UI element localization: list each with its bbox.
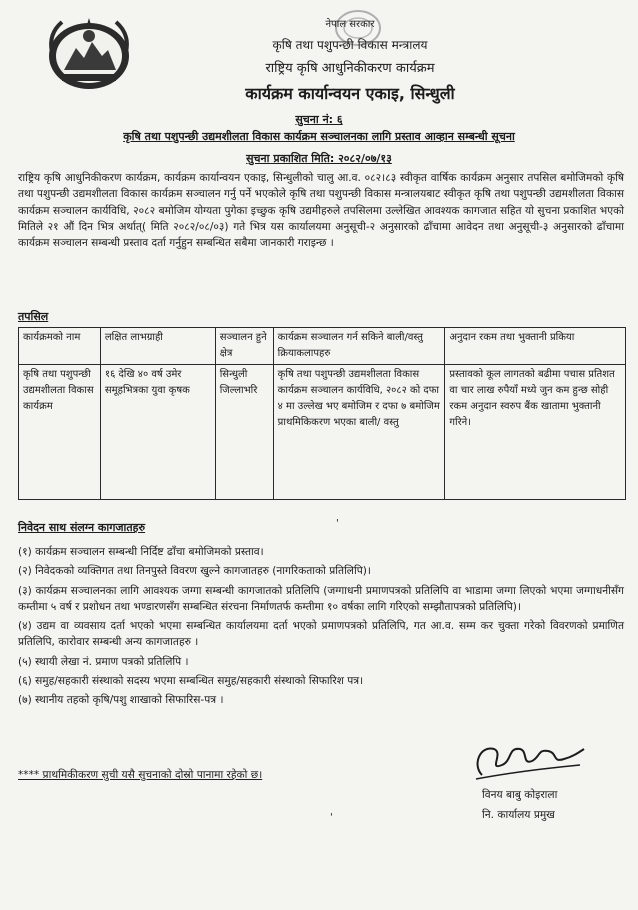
- list-item: (७) स्थानीय तहको कृषि/पशु शाखाको सिफारिस-पत्र ।: [18, 694, 224, 707]
- list-item: (२) निवेदकको व्यक्तिगत तथा तिनपुस्ते विवरण खुल्ने कागजातहरु (नागरिकताको प्रतिलिपि)।: [18, 565, 371, 578]
- signatory-name: विनय बाबु कोइराला: [482, 789, 558, 801]
- table-title: तपसिल: [18, 310, 49, 323]
- table-cell: कृषि तथा पशुपन्छी उद्यमशीलता विकास कार्यक्रम सञ्चालन कार्यविधि, २०८२ को दफा ४ मा उल्लेख भए बमोजिम र दफा ७ बमोजिम प्राथमिकिकरण भएका बाली/ वस्तु: [273, 365, 445, 500]
- attachments-list: [18, 544, 624, 712]
- list-item: (४) उद्यम वा व्यवसाय दर्ता भएको भएमा सम्बन्धित कार्यालयमा दर्ता भएको प्रमाणपत्रको प्रतिलिपि, गत आ.व. सम्म कर चुक्ता गरेको विवरणको प्रमाणित प्रतिलिपि, कारोवार सम्बन्धी अन्य कागजातहरु ।: [18, 620, 624, 649]
- signature-icon: [468, 735, 588, 785]
- table-cell: प्रस्तावको कूल लागतको बढीमा पचास प्रतिशत वा चार लाख रुपैयाँ मध्ये जुन कम हुन्छ सोही रकम अनुदान स्वरुप बैंक खातामा भुक्तानी गरिने।: [445, 365, 626, 500]
- header-office: कार्यक्रम कार्यान्वयन एकाइ, सिन्धुली: [245, 84, 455, 103]
- header-government: नेपाल सरकार: [325, 19, 375, 30]
- notice-number: सुचना नं: ६: [295, 113, 343, 126]
- table-header: कार्यक्रम सञ्चालन गर्न सकिने बाली/वस्तु क्रियाकलापहरु: [273, 328, 445, 365]
- program-table: [18, 327, 626, 500]
- table-cell: सिन्धुली जिल्लाभरि: [215, 365, 273, 500]
- table-header: अनुदान रकम तथा भुक्तानी प्रकिया: [445, 328, 626, 365]
- table-cell: १६ देखि ४० वर्ष उमेर समूहभित्रका युवा कृषक: [100, 365, 215, 500]
- signatory-title: नि. कार्यालय प्रमुख: [482, 809, 555, 821]
- table-header: कार्यक्रमको नाम: [19, 328, 101, 365]
- list-item: (१) कार्यक्रम सञ्चालन सम्बन्धी निर्दिष्ट ढाँचा बमोजिमको प्रस्ताव।: [18, 546, 264, 558]
- header-ministry: कृषि तथा पशुपन्छी विकास मन्त्रालय: [272, 38, 428, 52]
- table-row: [19, 365, 626, 500]
- stray-mark: ': [336, 518, 339, 529]
- table-header: सञ्चालन हुने क्षेत्र: [215, 328, 273, 365]
- notice-published-date: सुचना प्रकाशित मिति: २०८२/०७/१३: [246, 152, 392, 165]
- list-item: (६) समुह/सहकारी संस्थाको सदस्य भएमा सम्बन्धित समुह/सहकारी संस्थाको सिफारिश पत्र।: [18, 675, 364, 688]
- table-header-row: [19, 328, 626, 365]
- notice-body: राष्ट्रिय कृषि आधुनिकीकरण कार्यक्रम, कार्यक्रम कार्यान्वयन एकाइ, सिन्धुलीको चालु आ.व. ०८२।८३ स्वीकृत वार्षिक कार्यक्रम अनुसार तपसिल बमोजिमको कृषि तथा पशुपन्छी उद्यमशीलता विकास कार्यक्रम सञ्चालन गर्नु पर्ने भएकोले कृषि तथा पशुपन्छी विकास मन्त्रालयबाट स्वीकृत कृषि तथा पशुपन्छी उद्यमशीलता विकास कार्यक्रम सञ्चालन कार्यविधि, २०८२ बमोजिम योग्यता पुगेका इच्छुक कृषि उद्यमीहरुले तपसिलमा उल्लेखित आवश्यक कागजात सहित यो सुचना प्रकाशित भएको मितिले २१ औं दिन भित्र अर्थात्( मिति २०८२/०८/०३) गते भित्र यस कार्यालयमा अनुसूची-२ अनुसारको ढाँचामा आवेदन तथा अनुसूची-३ अनुसारको ढाँचामा कार्यक्रम सञ्चालन सम्बन्धी प्रस्ताव दर्ता गर्नुहुन सम्बन्धित सबैमा जानकारी गराइन्छ ।: [18, 172, 624, 250]
- stray-mark: ': [330, 812, 333, 823]
- list-item: (५) स्थायी लेखा नं. प्रमाण पत्रको प्रतिलिपि ।: [18, 655, 189, 668]
- list-item: (३) कार्यक्रम सञ्चालनका लागि आवश्यक जग्गा सम्बन्धी कागजातको प्रतिलिपि (जग्गाधनी प्रमाणपत्रको प्रतिलिपि वा भाडामा जग्गा लिएको भएमा जग्गाधनीसँग कम्तीमा ५ वर्ष र प्रशोधन तथा भण्डारणसँग सम्बन्धित संरचना निर्माणतर्फ कम्तीमा १० वर्षका लागि गरिएको सम्झौतापत्रको प्रतिलिपि)।: [18, 584, 624, 613]
- footnote: **** प्राथमिकीकरण सुची यसै सुचनाको दोस्रो पानामा रहेको छ।: [18, 769, 263, 781]
- table-cell: कृषि तथा पशुपन्छी उद्यमशीलता विकास कार्यक्रम: [19, 365, 101, 500]
- attachments-title: निवेदन साथ संलग्न कागजातहरु: [18, 521, 146, 534]
- notice-subject: कृषि तथा पशुपन्छी उद्यमशीलता विकास कार्यक्रम सञ्चालनका लागि प्रस्ताव आव्हान सम्बन्धी सूचना: [123, 130, 515, 143]
- nepal-emblem-icon: [42, 12, 136, 92]
- header-program: राष्ट्रिय कृषि आधुनिकीकरण कार्यक्रम: [265, 61, 435, 76]
- table-header: लक्षित लाभग्राही: [100, 328, 215, 365]
